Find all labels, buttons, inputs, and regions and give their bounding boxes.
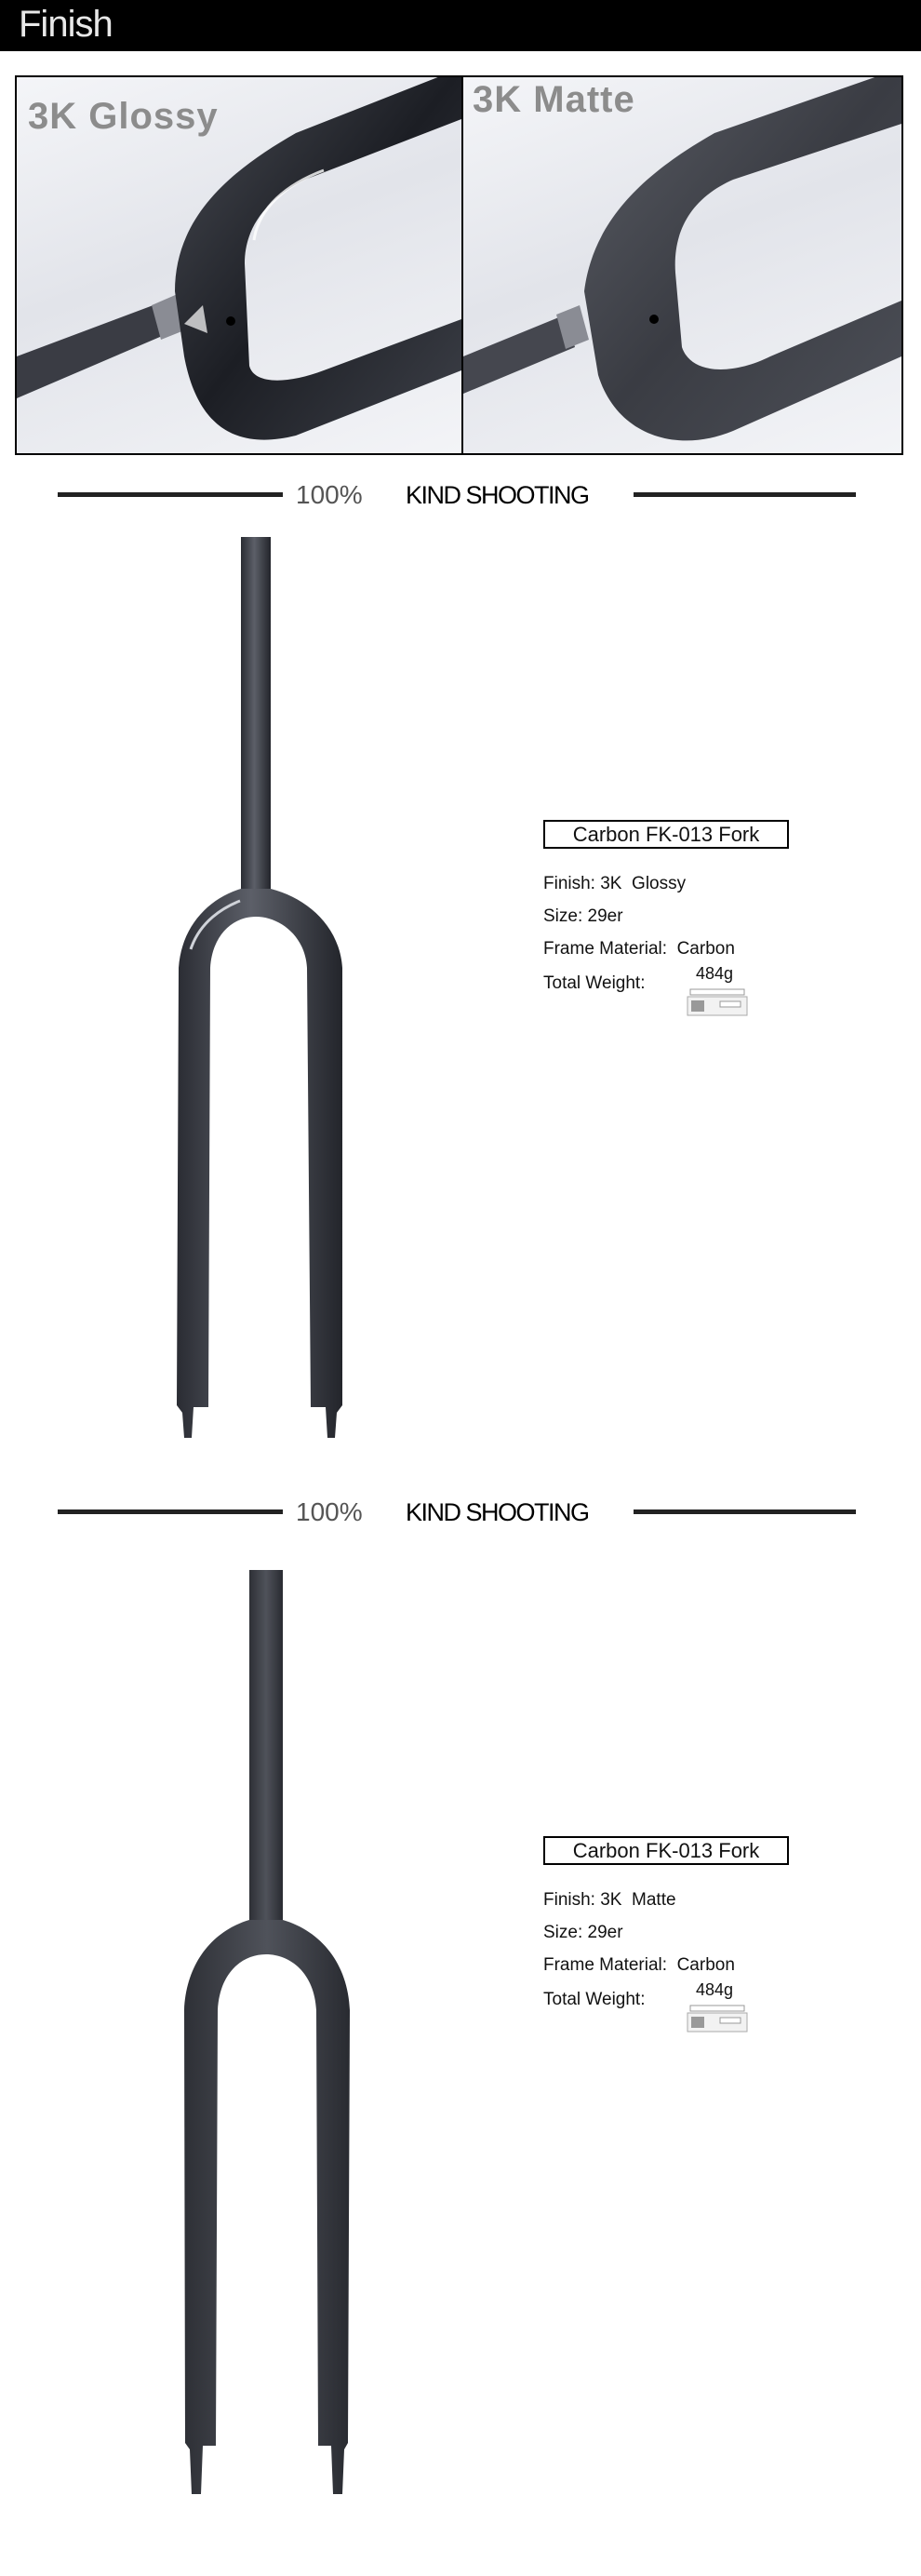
spec-material: Frame Material: Carbon: [543, 1955, 735, 1975]
scale-icon: [687, 987, 750, 1017]
product-title: Carbon FK-013 Fork: [543, 820, 789, 849]
spec-weight-label: Total Weight:: [543, 1990, 646, 2009]
spec-finish: Finish: 3K Matte: [543, 1890, 676, 1910]
divider-text: KIND SHOOTING: [406, 481, 589, 509]
divider-line-right: [634, 492, 856, 497]
section-title: Finish: [19, 4, 113, 45]
matte-finish-photo: [463, 77, 901, 453]
divider-percent: 100%: [296, 1497, 363, 1526]
product-title: Carbon FK-013 Fork: [543, 1836, 789, 1865]
divider-line-right: [634, 1509, 856, 1514]
spec-material: Frame Material: Carbon: [543, 939, 735, 959]
scale-icon: [687, 2004, 750, 2033]
spec-size: Size: 29er: [543, 1923, 623, 1942]
divider-percent: 100%: [296, 480, 363, 509]
spec-weight-label: Total Weight:: [543, 973, 646, 993]
spec-weight-value: 484g: [696, 1980, 734, 1999]
fork-crown-matte-image: [463, 77, 901, 453]
finish-label-matte: 3K Matte: [473, 79, 635, 120]
spec-size: Size: 29er: [543, 906, 623, 926]
spec-finish: Finish: 3K Glossy: [543, 874, 687, 893]
spec-weight-value: 484g: [696, 964, 734, 983]
finish-label-glossy: 3K Glossy: [28, 96, 219, 137]
divider-text: KIND SHOOTING: [406, 1498, 589, 1526]
